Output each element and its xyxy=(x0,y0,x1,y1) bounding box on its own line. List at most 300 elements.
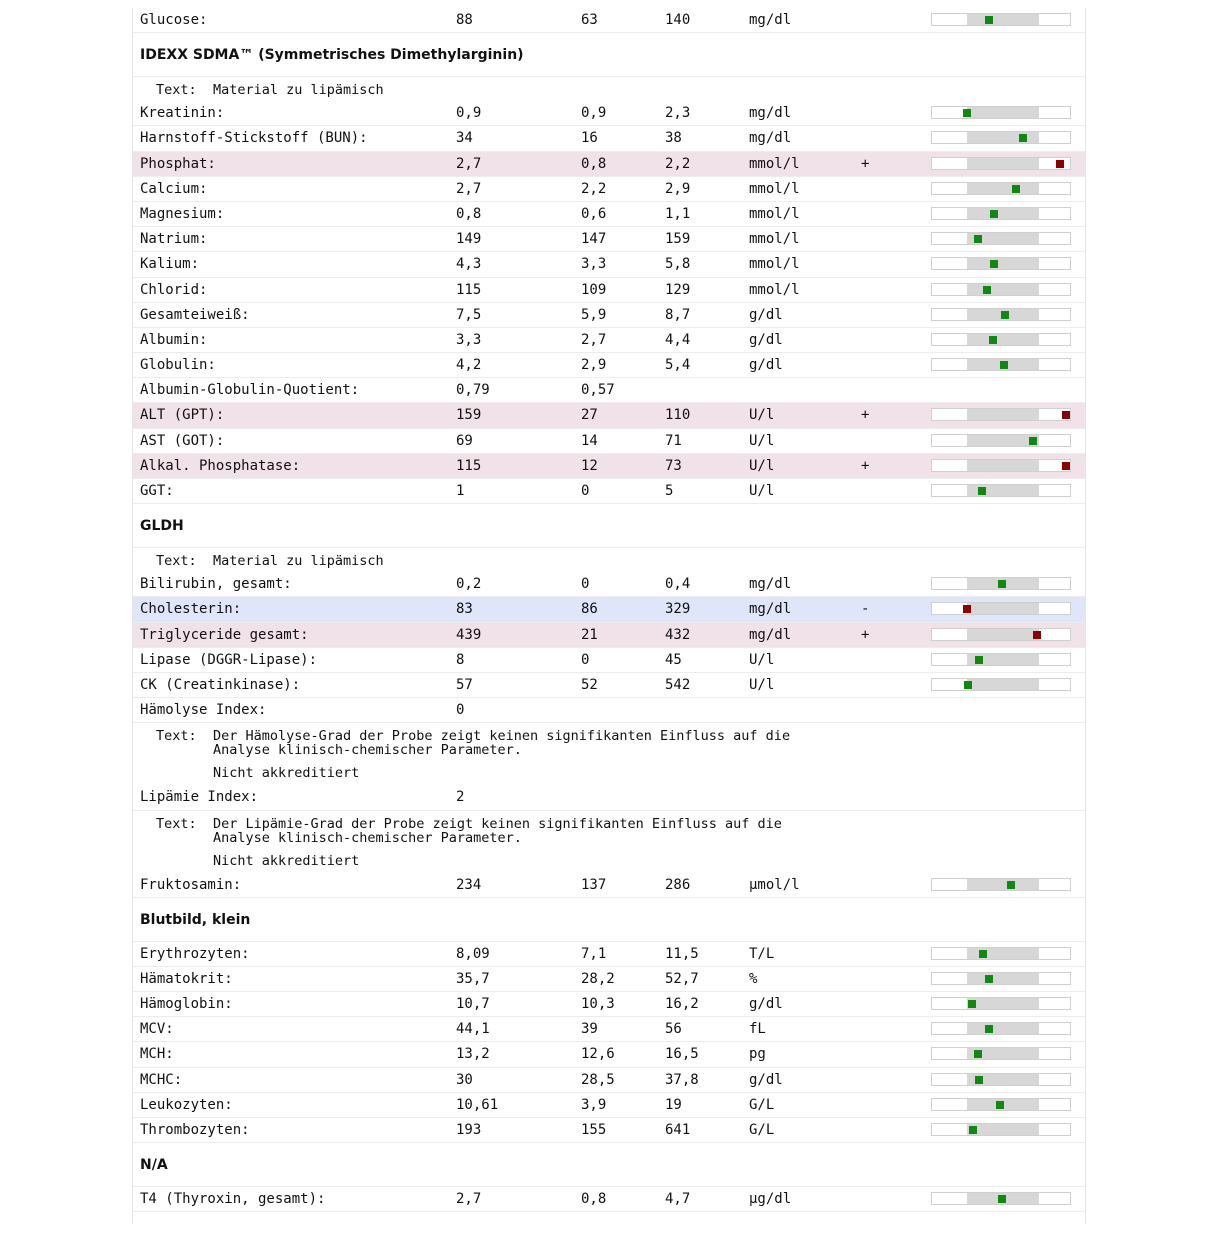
reference-min: 0,57 xyxy=(581,382,615,399)
range-bar xyxy=(931,434,1071,447)
parameter-name: MCHC: xyxy=(140,1071,183,1088)
unit: U/l xyxy=(749,407,775,424)
reference-min: 28,5 xyxy=(581,1071,615,1088)
value-marker xyxy=(1029,437,1037,445)
reference-max: 2,9 xyxy=(665,180,691,197)
range-bar xyxy=(931,997,1071,1010)
parameter-name: CK (Creatinkinase): xyxy=(140,676,301,693)
result-row-natrium xyxy=(133,227,1085,252)
parameter-name: MCH: xyxy=(140,1046,174,1063)
parameter-name: Lipase (DGGR-Lipase): xyxy=(140,651,318,668)
value-marker xyxy=(1001,311,1009,319)
unit: mg/dl xyxy=(749,130,792,147)
range-bar xyxy=(931,1192,1071,1205)
parameter-name: Harnstoff-Stickstoff (BUN): xyxy=(140,130,368,147)
reference-min: 0,8 xyxy=(581,155,607,172)
result-row-mch xyxy=(133,1042,1085,1067)
value-marker xyxy=(983,286,991,294)
flag: + xyxy=(861,457,870,474)
result-value: 8,09 xyxy=(456,945,490,962)
reference-max: 0,4 xyxy=(665,576,691,593)
unit: mmol/l xyxy=(749,256,800,273)
parameter-name: Bilirubin, gesamt: xyxy=(140,576,292,593)
reference-range-band xyxy=(967,998,1039,1009)
range-bar xyxy=(931,207,1071,220)
value-marker xyxy=(975,1076,983,1084)
range-bar xyxy=(931,232,1071,245)
value-marker xyxy=(1033,631,1041,639)
result-row-thrombozyten xyxy=(133,1118,1085,1143)
result-value: 30 xyxy=(456,1071,473,1088)
value-marker xyxy=(998,1195,1006,1203)
result-row-lipämie-index xyxy=(133,785,1085,810)
range-bar xyxy=(931,947,1071,960)
note-label: Text: xyxy=(156,82,197,99)
range-bar xyxy=(931,1098,1071,1111)
range-bar xyxy=(931,257,1071,270)
parameter-name: Albumin-Globulin-Quotient: xyxy=(140,382,360,399)
flag: + xyxy=(861,407,870,424)
parameter-name: AST (GOT): xyxy=(140,432,225,449)
result-row-leukozyten xyxy=(133,1093,1085,1118)
reference-min: 3,9 xyxy=(581,1096,607,1113)
unit: g/dl xyxy=(749,996,783,1013)
range-bar xyxy=(931,459,1071,472)
accreditation-note xyxy=(133,849,1085,873)
result-row-gesamteiweiß xyxy=(133,303,1085,328)
reference-max: 129 xyxy=(665,281,691,298)
section-header xyxy=(133,1143,1085,1187)
range-bar xyxy=(931,878,1071,891)
reference-range-band xyxy=(967,948,1039,959)
reference-min: 109 xyxy=(581,281,607,298)
flag: + xyxy=(861,626,870,643)
reference-range-band xyxy=(967,1124,1039,1135)
section-header xyxy=(133,898,1085,942)
value-marker xyxy=(968,1000,976,1008)
flag: + xyxy=(861,155,870,172)
result-value: 8 xyxy=(456,651,465,668)
reference-min: 2,7 xyxy=(581,331,607,348)
reference-min: 0,8 xyxy=(581,1191,607,1208)
note-label: Text: xyxy=(156,553,197,570)
reference-max: 159 xyxy=(665,231,691,248)
range-bar xyxy=(931,308,1071,321)
reference-min: 0 xyxy=(581,576,590,593)
result-row-alt-gpt xyxy=(133,403,1085,428)
reference-max: 2,3 xyxy=(665,105,691,122)
value-marker xyxy=(974,235,982,243)
result-row-alkal-phosphatase xyxy=(133,454,1085,479)
reference-min: 0,9 xyxy=(581,105,607,122)
reference-max: 5,8 xyxy=(665,256,691,273)
unit: T/L xyxy=(749,945,775,962)
result-row-phosphat xyxy=(133,152,1085,177)
note-body: Der Hämolyse-Grad der Probe zeigt keinen signifikanten Einfluss auf die Analyse klinisch-chemischer Parameter. xyxy=(213,728,791,759)
range-bar xyxy=(931,283,1071,296)
parameter-name: Chlorid: xyxy=(140,281,208,298)
result-value: 2 xyxy=(456,789,465,806)
result-row-t4-thyroxin-gesamt xyxy=(133,1187,1085,1212)
reference-max: 4,4 xyxy=(665,331,691,348)
reference-min: 3,3 xyxy=(581,256,607,273)
reference-max: 16,5 xyxy=(665,1046,699,1063)
value-marker xyxy=(974,1050,982,1058)
value-marker xyxy=(990,260,998,268)
result-row-albumin xyxy=(133,328,1085,353)
value-marker xyxy=(990,210,998,218)
unit: U/l xyxy=(749,483,775,499)
reference-min: 21 xyxy=(581,626,598,643)
reference-range-band xyxy=(967,208,1039,219)
result-value: 4,2 xyxy=(456,357,482,374)
value-marker xyxy=(1019,134,1027,142)
parameter-name: MCV: xyxy=(140,1021,174,1038)
unit: U/l xyxy=(749,432,775,449)
unit: fL xyxy=(749,1021,766,1038)
reference-min: 10,3 xyxy=(581,996,615,1013)
reference-max: 4,7 xyxy=(665,1191,691,1208)
result-value: 13,2 xyxy=(456,1046,490,1063)
parameter-name: Hämoglobin: xyxy=(140,996,233,1013)
range-bar xyxy=(931,678,1071,691)
range-bar xyxy=(931,408,1071,421)
parameter-name: Natrium: xyxy=(140,231,208,248)
parameter-name: Calcium: xyxy=(140,180,208,197)
parameter-name: Phosphat: xyxy=(140,155,216,172)
reference-max: 432 xyxy=(665,626,691,643)
result-value: 44,1 xyxy=(456,1021,490,1038)
note-text xyxy=(133,77,1085,101)
reference-max: 5,4 xyxy=(665,357,691,374)
accreditation-note xyxy=(133,761,1085,785)
reference-max: 71 xyxy=(665,432,682,449)
reference-min: 137 xyxy=(581,876,607,893)
reference-max: 45 xyxy=(665,651,682,668)
value-marker xyxy=(1012,185,1020,193)
result-row-kreatinin xyxy=(133,101,1085,126)
range-bar xyxy=(931,1047,1071,1060)
result-row-mchc xyxy=(133,1068,1085,1093)
result-value: 193 xyxy=(456,1122,482,1138)
result-value: 2,7 xyxy=(456,155,482,172)
result-row-mcv xyxy=(133,1017,1085,1042)
section-title: GLDH xyxy=(140,518,184,535)
range-bar xyxy=(931,106,1071,119)
result-value: 10,7 xyxy=(456,996,490,1013)
range-bar xyxy=(931,1073,1071,1086)
reference-range-band xyxy=(967,284,1039,295)
section-header xyxy=(133,33,1085,77)
accreditation-text: Nicht akkreditiert xyxy=(213,765,360,782)
reference-range-band xyxy=(967,158,1039,169)
reference-range-band xyxy=(967,460,1039,471)
parameter-name: Leukozyten: xyxy=(140,1096,233,1113)
result-value: 2,7 xyxy=(456,1191,482,1208)
note-label: Text: xyxy=(156,728,197,745)
result-row-globulin xyxy=(133,353,1085,378)
unit: U/l xyxy=(749,676,775,693)
reference-max: 329 xyxy=(665,601,691,618)
value-marker xyxy=(998,580,1006,588)
reference-range-band xyxy=(967,334,1039,345)
result-value: 2,7 xyxy=(456,180,482,197)
result-value: 34 xyxy=(456,130,473,147)
lab-report xyxy=(132,8,1086,1224)
result-row-triglyceride-gesamt xyxy=(133,623,1085,648)
reference-max: 38 xyxy=(665,130,682,147)
parameter-name: Cholesterin: xyxy=(140,601,242,618)
value-marker xyxy=(985,1025,993,1033)
reference-range-band xyxy=(967,629,1039,640)
result-value: 88 xyxy=(456,12,473,28)
section-title: N/A xyxy=(140,1157,168,1174)
result-value: 0,8 xyxy=(456,205,482,222)
reference-max: 56 xyxy=(665,1021,682,1038)
result-row-ggt xyxy=(133,479,1085,504)
value-marker xyxy=(985,16,993,24)
reference-min: 0 xyxy=(581,651,590,668)
reference-max: 8,7 xyxy=(665,306,691,323)
unit: pg xyxy=(749,1046,766,1063)
reference-max: 52,7 xyxy=(665,970,699,987)
reference-min: 0,6 xyxy=(581,205,607,222)
parameter-name: Globulin: xyxy=(140,357,216,374)
reference-range-band xyxy=(967,409,1039,420)
note-body: Material zu lipämisch xyxy=(213,82,384,99)
parameter-name: Erythrozyten: xyxy=(140,945,250,962)
parameter-name: Albumin: xyxy=(140,331,208,348)
reference-min: 7,1 xyxy=(581,945,607,962)
reference-range-band xyxy=(967,879,1039,890)
parameter-name: Alkal. Phosphatase: xyxy=(140,457,301,474)
result-row-magnesium xyxy=(133,202,1085,227)
reference-min: 2,9 xyxy=(581,357,607,374)
unit: mmol/l xyxy=(749,231,800,248)
reference-range-band xyxy=(967,258,1039,269)
unit: % xyxy=(749,970,758,987)
reference-max: 542 xyxy=(665,676,691,693)
note-label: Text: xyxy=(156,815,197,832)
section-title: Blutbild, klein xyxy=(140,911,251,928)
reference-max: 641 xyxy=(665,1122,691,1138)
result-value: 1 xyxy=(456,483,465,499)
result-row-chlorid xyxy=(133,278,1085,303)
reference-min: 63 xyxy=(581,12,598,28)
range-bar xyxy=(931,577,1071,590)
result-value: 159 xyxy=(456,407,482,424)
value-marker xyxy=(1000,361,1008,369)
flag: - xyxy=(861,601,870,618)
section-header xyxy=(133,504,1085,548)
parameter-name: Thrombozyten: xyxy=(140,1122,250,1138)
reference-min: 39 xyxy=(581,1021,598,1038)
reference-max: 140 xyxy=(665,12,691,28)
unit: mg/dl xyxy=(749,105,792,122)
unit: g/dl xyxy=(749,331,783,348)
result-value: 115 xyxy=(456,457,482,474)
reference-max: 16,2 xyxy=(665,996,699,1013)
reference-max: 2,2 xyxy=(665,155,691,172)
result-row-erythrozyten xyxy=(133,942,1085,967)
reference-min: 12,6 xyxy=(581,1046,615,1063)
unit: mmol/l xyxy=(749,155,800,172)
reference-range-band xyxy=(967,1023,1039,1034)
value-marker xyxy=(989,336,997,344)
parameter-name: Kreatinin: xyxy=(140,105,225,122)
result-row-ck-creatinkinase xyxy=(133,673,1085,698)
unit: µmol/l xyxy=(749,876,800,893)
result-row-kalium xyxy=(133,252,1085,277)
reference-min: 155 xyxy=(581,1122,607,1138)
result-value: 439 xyxy=(456,626,482,643)
unit: G/L xyxy=(749,1096,775,1113)
unit: mmol/l xyxy=(749,180,800,197)
unit: mg/dl xyxy=(749,12,792,28)
result-row-hämolyse-index xyxy=(133,698,1085,723)
parameter-name: T4 (Thyroxin, gesamt): xyxy=(140,1191,326,1208)
reference-max: 1,1 xyxy=(665,205,691,222)
value-marker xyxy=(1062,462,1070,470)
range-bar xyxy=(931,333,1071,346)
reference-min: 52 xyxy=(581,676,598,693)
result-row-fruktosamin xyxy=(133,873,1085,898)
range-bar xyxy=(931,13,1071,26)
unit: mg/dl xyxy=(749,601,792,618)
result-row-bilirubin-gesamt xyxy=(133,572,1085,597)
value-marker xyxy=(979,950,987,958)
reference-min: 28,2 xyxy=(581,970,615,987)
unit: µg/dl xyxy=(749,1191,792,1208)
range-bar xyxy=(931,131,1071,144)
reference-max: 37,8 xyxy=(665,1071,699,1088)
reference-max: 19 xyxy=(665,1096,682,1113)
range-bar xyxy=(931,653,1071,666)
unit: g/dl xyxy=(749,306,783,323)
unit: g/dl xyxy=(749,1071,783,1088)
reference-min: 27 xyxy=(581,407,598,424)
accreditation-text: Nicht akkreditiert xyxy=(213,852,360,869)
result-row-glucose xyxy=(133,8,1085,33)
reference-max: 5 xyxy=(665,483,674,499)
range-bar xyxy=(931,182,1071,195)
reference-min: 14 xyxy=(581,432,598,449)
parameter-name: Kalium: xyxy=(140,256,200,273)
result-value: 7,5 xyxy=(456,306,482,323)
value-marker xyxy=(978,487,986,495)
unit: U/l xyxy=(749,651,775,668)
reference-range-band xyxy=(967,679,1039,690)
parameter-name: Lipämie Index: xyxy=(140,789,259,806)
result-value: 69 xyxy=(456,432,473,449)
result-value: 0,2 xyxy=(456,576,482,593)
unit: U/l xyxy=(749,457,775,474)
range-bar xyxy=(931,157,1071,170)
value-marker xyxy=(1062,411,1070,419)
value-marker xyxy=(1007,881,1015,889)
parameter-name: Glucose: xyxy=(140,12,208,28)
reference-min: 12 xyxy=(581,457,598,474)
result-value: 149 xyxy=(456,231,482,248)
range-bar xyxy=(931,628,1071,641)
unit: mmol/l xyxy=(749,281,800,298)
result-value: 4,3 xyxy=(456,256,482,273)
reference-min: 5,9 xyxy=(581,306,607,323)
unit: mg/dl xyxy=(749,626,792,643)
value-marker xyxy=(985,975,993,983)
parameter-name: GGT: xyxy=(140,483,174,499)
reference-range-band xyxy=(967,107,1039,118)
reference-max: 286 xyxy=(665,876,691,893)
reference-min: 0 xyxy=(581,483,590,499)
note-text xyxy=(133,548,1085,572)
parameter-name: Hämolyse Index: xyxy=(140,702,267,719)
reference-range-band xyxy=(967,603,1039,614)
result-value: 0 xyxy=(456,702,465,719)
result-row-albumin-globulin-quotient xyxy=(133,378,1085,403)
result-value: 0,79 xyxy=(456,382,490,399)
reference-max: 73 xyxy=(665,457,682,474)
value-marker xyxy=(964,681,972,689)
reference-max: 110 xyxy=(665,407,691,424)
parameter-name: Magnesium: xyxy=(140,205,225,222)
result-value: 57 xyxy=(456,676,473,693)
parameter-name: Hämatokrit: xyxy=(140,970,233,987)
value-marker xyxy=(963,605,971,613)
parameter-name: Gesamteiweiß: xyxy=(140,306,250,323)
note-body: Der Lipämie-Grad der Probe zeigt keinen signifikanten Einfluss auf die Analyse klinisch-chemischer Parameter. xyxy=(213,815,782,846)
reference-range-band xyxy=(967,973,1039,984)
result-row-lipase-dggr-lipase xyxy=(133,648,1085,673)
result-row-hämoglobin xyxy=(133,992,1085,1017)
parameter-name: Triglyceride gesamt: xyxy=(140,626,309,643)
value-marker xyxy=(975,656,983,664)
reference-max: 11,5 xyxy=(665,945,699,962)
range-bar xyxy=(931,1022,1071,1035)
result-value: 83 xyxy=(456,601,473,618)
unit: g/dl xyxy=(749,357,783,374)
result-value: 35,7 xyxy=(456,970,490,987)
unit: G/L xyxy=(749,1122,775,1138)
reference-range-band xyxy=(967,132,1039,143)
reference-range-band xyxy=(967,183,1039,194)
note-body: Material zu lipämisch xyxy=(213,553,384,570)
parameter-name: Fruktosamin: xyxy=(140,876,242,893)
result-row-hämatokrit xyxy=(133,967,1085,992)
result-row-calcium xyxy=(133,177,1085,202)
range-bar xyxy=(931,1123,1071,1136)
value-marker xyxy=(1056,160,1064,168)
result-value: 234 xyxy=(456,876,482,893)
note-text xyxy=(133,811,1085,849)
result-value: 0,9 xyxy=(456,105,482,122)
reference-min: 86 xyxy=(581,601,598,618)
reference-range-band xyxy=(967,14,1039,25)
unit: mmol/l xyxy=(749,205,800,222)
range-bar xyxy=(931,972,1071,985)
reference-min: 2,2 xyxy=(581,180,607,197)
range-bar xyxy=(931,484,1071,497)
reference-min: 147 xyxy=(581,231,607,248)
range-bar xyxy=(931,602,1071,615)
value-marker xyxy=(996,1101,1004,1109)
result-row-cholesterin xyxy=(133,597,1085,622)
value-marker xyxy=(969,1126,977,1134)
result-row-harnstoff-stickstoff-bun xyxy=(133,126,1085,151)
result-value: 10,61 xyxy=(456,1096,499,1113)
value-marker xyxy=(963,109,971,117)
result-value: 115 xyxy=(456,281,482,298)
